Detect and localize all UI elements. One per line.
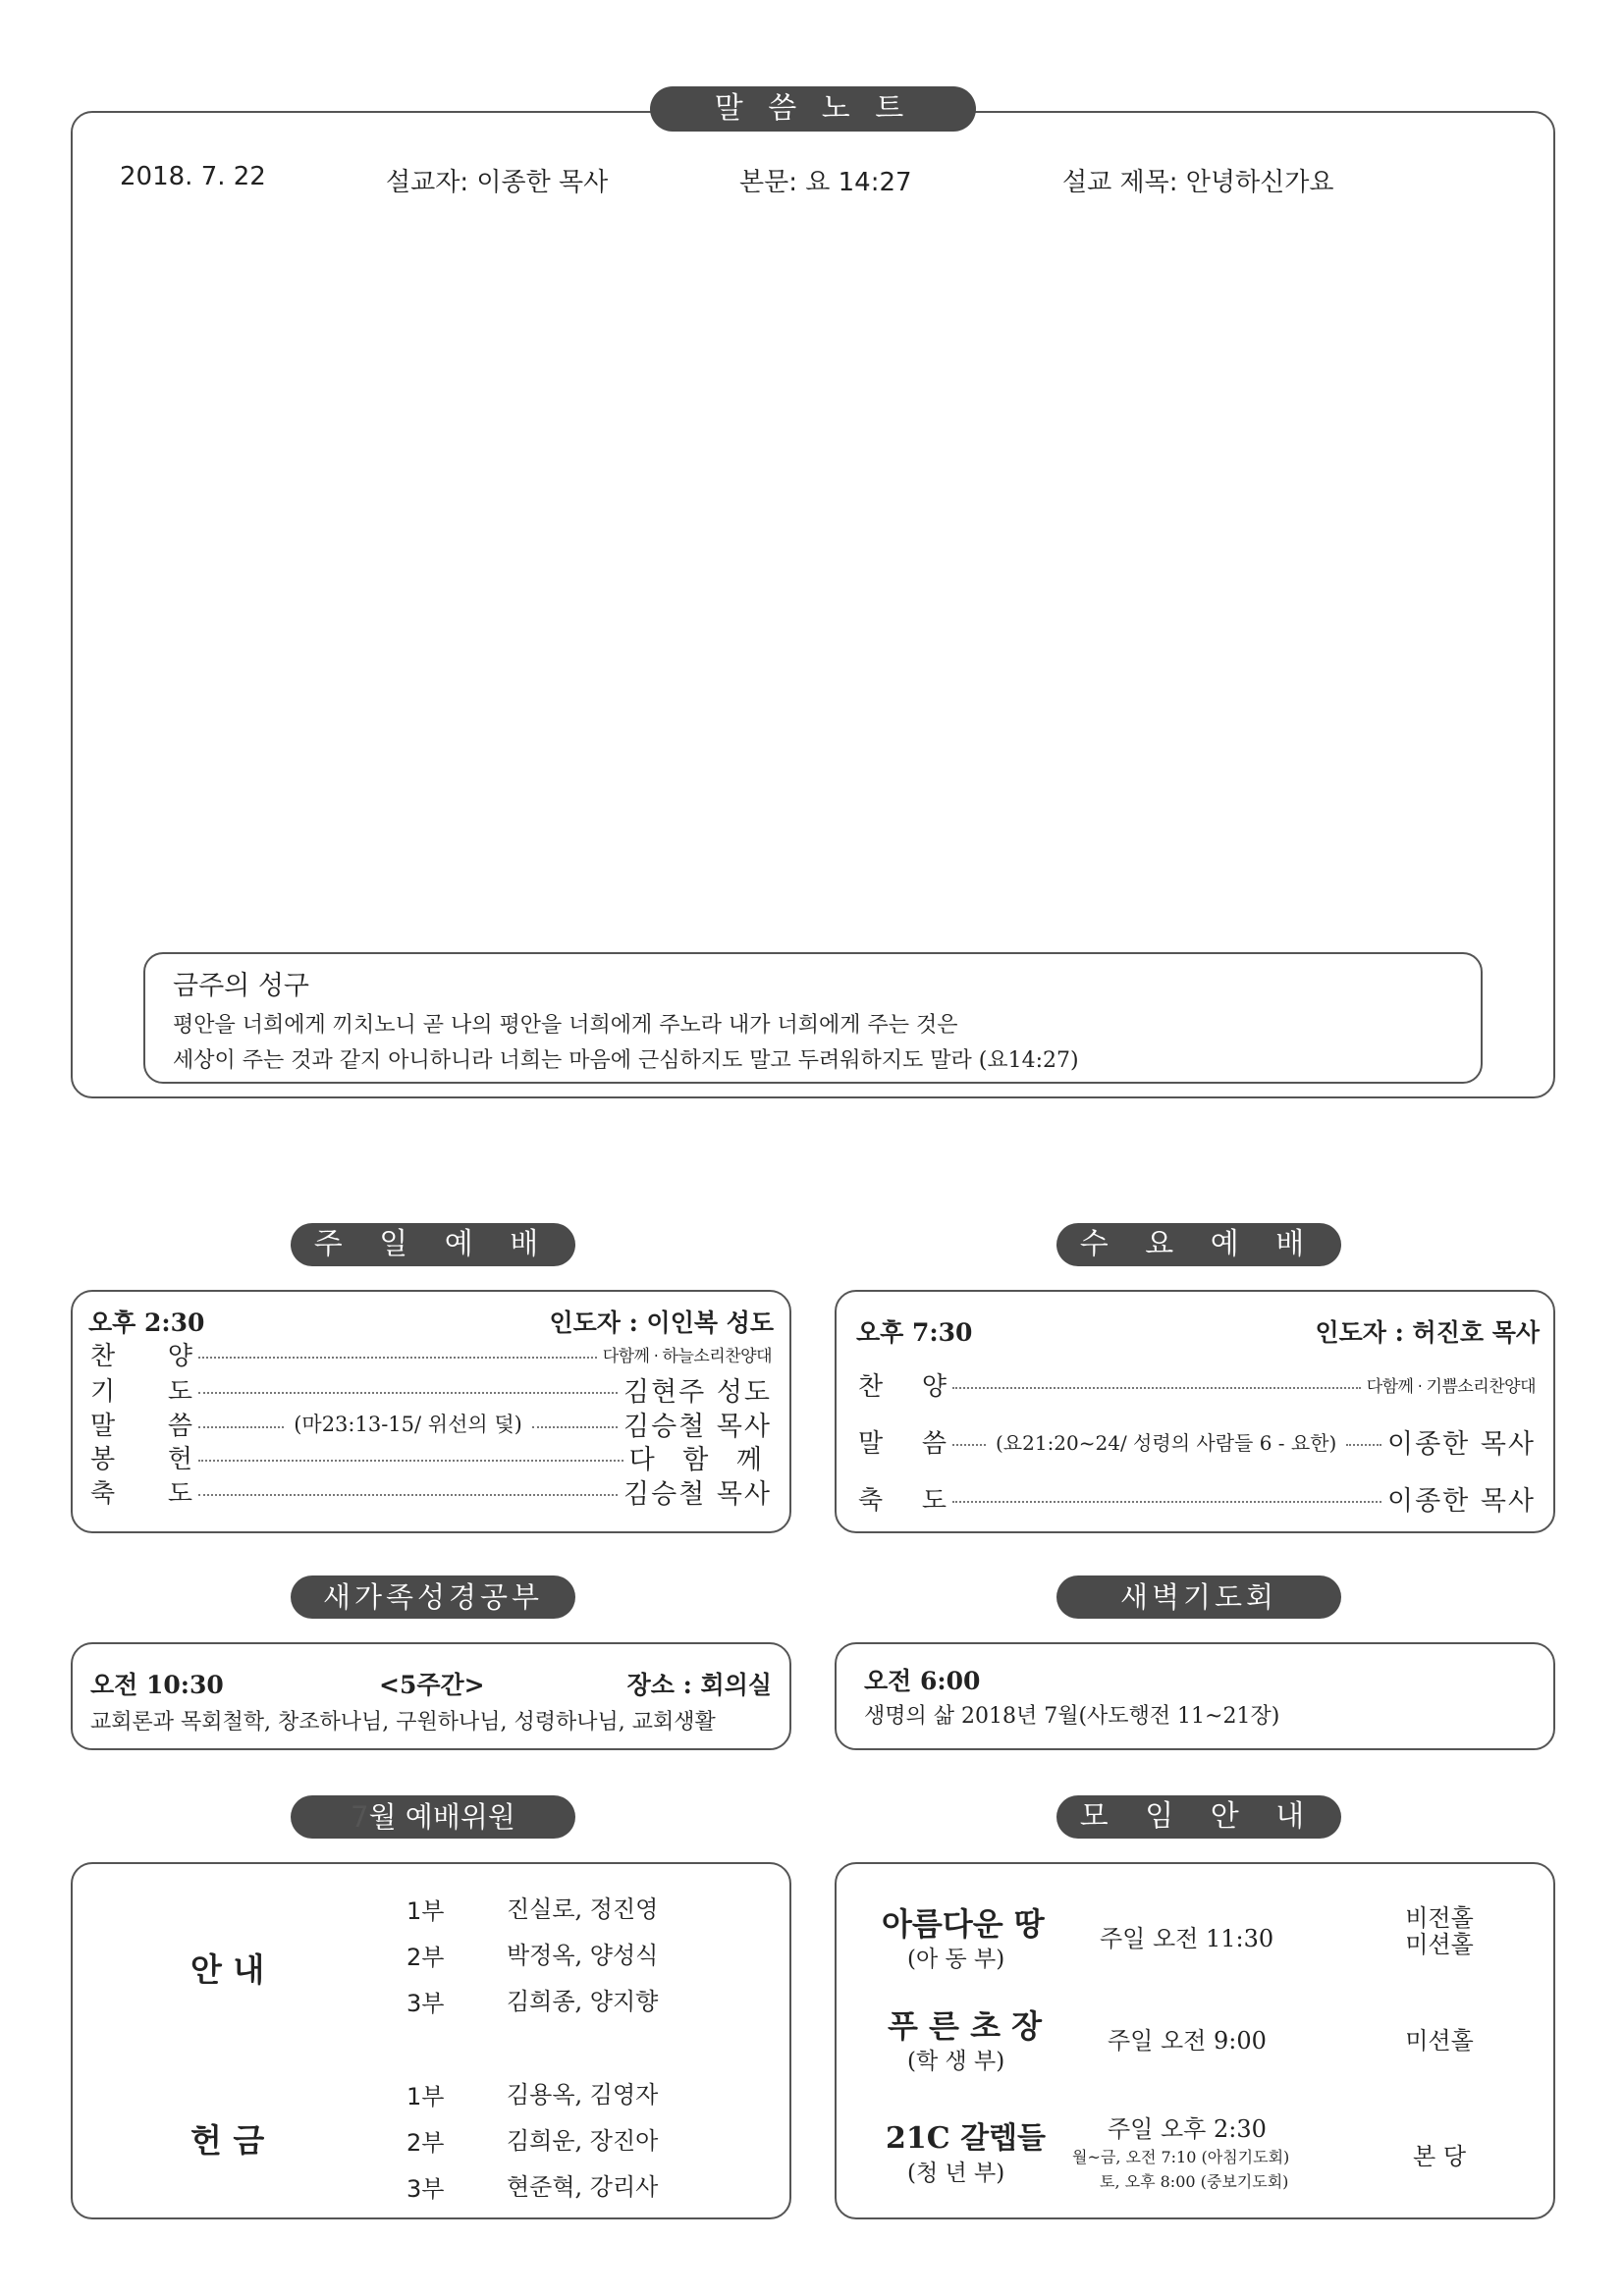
sermon-note-title: 말 씀 노 트 bbox=[650, 86, 976, 132]
july-staff-box bbox=[71, 1862, 791, 2219]
wednesday-row-sermon: 말 씀 (요21:20~24/ 성령의 사람들 6 - 요한) 이종한 목사 bbox=[858, 1428, 1536, 1460]
meeting-place: 미션홀 bbox=[1405, 2027, 1474, 2055]
dawn-prayer-time: 오전 6:00 bbox=[864, 1667, 981, 1695]
staff-part: 1부 bbox=[406, 2083, 445, 2110]
meeting-time: 주일 오후 2:30 bbox=[1108, 2115, 1267, 2143]
wednesday-worship-box bbox=[835, 1290, 1555, 1533]
meetings-box bbox=[835, 1862, 1555, 2219]
family-bible-study-time: 오전 10:30 bbox=[90, 1671, 224, 1699]
sunday-worship-leader: 인도자 : 이인복 성도 bbox=[549, 1308, 774, 1337]
staff-names: 진실로, 정진영 bbox=[507, 1896, 659, 1923]
weekly-verse-box bbox=[143, 952, 1483, 1084]
staff-part: 3부 bbox=[406, 1990, 445, 2017]
dawn-prayer-title: 새벽기도회 bbox=[1056, 1575, 1341, 1619]
meeting-sub: (청 년 부) bbox=[907, 2161, 1005, 2186]
meetings-title: 모 임 안 내 bbox=[1056, 1795, 1341, 1839]
staff-names: 김희종, 양지향 bbox=[507, 1988, 659, 2015]
meeting-name: 21C 갈렙들 bbox=[886, 2121, 1047, 2156]
staff-names: 김희운, 장진아 bbox=[507, 2127, 659, 2155]
staff-names: 김용옥, 김영자 bbox=[507, 2081, 659, 2109]
weekly-verse-line-1: 평안을 너희에게 끼치노니 곧 나의 평안을 너희에게 주노라 내가 너희에게 주는 것은 bbox=[173, 1013, 958, 1038]
sermon-preacher: 설교자: 이종한 목사 bbox=[386, 168, 609, 197]
family-bible-study-duration: <5주간> bbox=[379, 1671, 485, 1699]
july-staff-title bbox=[291, 1795, 575, 1839]
sunday-worship-time: 오후 2:30 bbox=[88, 1308, 205, 1337]
sunday-row-sermon: 말 씀 (마23:13-15/ 위선의 덫) 김승철 목사 bbox=[90, 1411, 773, 1442]
staff-role-offering: 헌 금 bbox=[190, 2121, 265, 2160]
sunday-row-benediction: 축 도 김승철 목사 bbox=[90, 1478, 772, 1510]
sunday-worship-box bbox=[71, 1290, 791, 1533]
staff-part: 2부 bbox=[406, 1944, 445, 1971]
sunday-worship-title: 주 일 예 배 bbox=[291, 1223, 575, 1266]
staff-names: 현준혁, 강리사 bbox=[507, 2173, 659, 2201]
meeting-name: 아름다운 땅 bbox=[882, 1905, 1045, 1943]
weekly-verse-heading: 금주의 성구 bbox=[173, 971, 309, 1001]
sermon-passage: 본문: 요 14:27 bbox=[739, 168, 912, 197]
staff-names: 박정옥, 양성식 bbox=[507, 1942, 659, 1969]
sunday-row-offering: 봉 헌 다 함 께 bbox=[90, 1444, 772, 1475]
meeting-time-note: 월~금, 오전 7:10 (아침기도회) bbox=[1072, 2148, 1290, 2166]
meeting-place: 본 당 bbox=[1413, 2143, 1466, 2170]
family-bible-study-topics: 교회론과 목회철학, 창조하나님, 구원하나님, 성령하나님, 교회생활 bbox=[90, 1710, 716, 1735]
meeting-sub: (학 생 부) bbox=[907, 2049, 1005, 2074]
staff-part: 3부 bbox=[406, 2175, 445, 2203]
sermon-date: 2018. 7. 22 bbox=[120, 162, 266, 191]
staff-part: 2부 bbox=[406, 2129, 445, 2157]
meeting-time: 주일 오전 9:00 bbox=[1108, 2027, 1267, 2055]
wednesday-row-praise: 찬 양 다함께 · 기쁨소리찬양대 bbox=[858, 1371, 1536, 1402]
july-staff-title-month: 7 bbox=[351, 1800, 369, 1834]
meeting-time: 주일 오전 11:30 bbox=[1100, 1925, 1274, 1952]
family-bible-study-title: 새가족성경공부 bbox=[291, 1575, 575, 1619]
wednesday-worship-time: 오후 7:30 bbox=[856, 1318, 973, 1347]
meeting-name: 푸 른 초 장 bbox=[888, 2007, 1043, 2045]
sunday-row-praise: 찬 양 다함께 · 하늘소리찬양대 bbox=[90, 1341, 772, 1371]
sunday-row-prayer: 기 도 김현주 성도 bbox=[90, 1376, 772, 1408]
dawn-prayer-text: 생명의 삶 2018년 7월(사도행전 11~21장) bbox=[864, 1704, 1280, 1729]
staff-role-usher: 안 내 bbox=[190, 1950, 265, 1989]
staff-part: 1부 bbox=[406, 1897, 445, 1925]
july-staff-title-rest: 월 예배위원 bbox=[368, 1800, 515, 1834]
sermon-title: 설교 제목: 안녕하신가요 bbox=[1062, 168, 1334, 197]
meeting-sub: (아 동 부) bbox=[907, 1947, 1005, 1972]
wednesday-worship-title: 수 요 예 배 bbox=[1056, 1223, 1341, 1266]
family-bible-study-place: 장소 : 회의실 bbox=[626, 1671, 772, 1699]
sermon-note-box bbox=[71, 111, 1555, 1098]
weekly-verse-line-2: 세상이 주는 것과 같지 아니하니라 너희는 마음에 근심하지도 말고 두려워하지도 말라 (요14:27) bbox=[173, 1048, 1079, 1073]
wednesday-worship-leader: 인도자 : 허진호 목사 bbox=[1315, 1318, 1540, 1347]
wednesday-row-benediction: 축 도 이종한 목사 bbox=[858, 1485, 1536, 1517]
meeting-place: 비전홀 미션홀 bbox=[1405, 1904, 1474, 1958]
family-bible-study-box bbox=[71, 1642, 791, 1750]
dawn-prayer-box bbox=[835, 1642, 1555, 1750]
meeting-time-note: 토, 오후 8:00 (중보기도회) bbox=[1100, 2172, 1289, 2191]
